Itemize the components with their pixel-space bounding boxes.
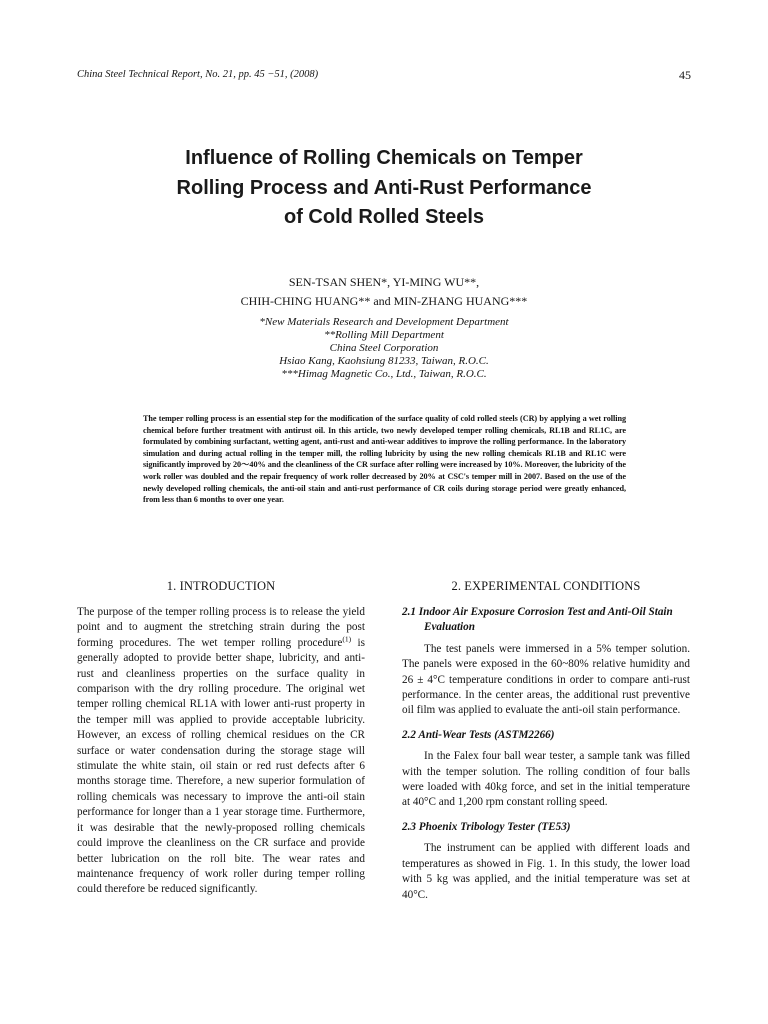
section-heading-experimental: 2. EXPERIMENTAL CONDITIONS bbox=[451, 579, 641, 593]
author-list bbox=[84, 273, 684, 311]
title-line: of Cold Rolled Steels bbox=[283, 206, 485, 228]
subsection-paragraph-2-2: In the Falex four ball wear tester, a sample tank was filled with the temper solution. The rolling condition of four balls were loaded with 40kg force, and set in the initial temperature at 40°C and 1,200 rpm constant rolling speed. bbox=[402, 750, 690, 809]
section-heading-introduction: 1. INTRODUCTION bbox=[166, 579, 276, 593]
right-column bbox=[402, 578, 690, 903]
affiliation-line: **Rolling Mill Department bbox=[324, 329, 444, 341]
affiliation-line: *New Materials Research and Development Department bbox=[259, 316, 509, 328]
subsection-heading-2-1: 2.1 Indoor Air Exposure Corrosion Test and Anti-Oil Stain Evaluation bbox=[402, 606, 673, 634]
affiliation-line: ***Himag Magnetic Co., Ltd., Taiwan, R.O.C. bbox=[281, 368, 487, 380]
author-line: SEN-TSAN SHEN*, YI-MING WU**, bbox=[288, 275, 480, 289]
title-line: Rolling Process and Anti-Rust Performance bbox=[176, 176, 592, 199]
left-column bbox=[77, 578, 365, 898]
abstract: The temper rolling process is an essential step for the modification of the surface quality of cold rolled steels (CR) by applying a wet rolling chemical before further treatment with antirust oil. In this article, two newly developed temper rolling chemicals, RL1B and RL1C, are formulated by combining surfactant, wetting agent, anti-rust and anti-wear additives to improve the rolling performance. In the laboratory simulation and during actual rolling in the temper mill, the rolling lubricity by using the new rolling chemicals RL1B and RL1C were significantly improved by 20〜40% and the cleanliness of the CR surface after rolling were increased by 10%. Moreover, the lubricity of the work roller was doubled and the repair frequency of work roller decreased by 20% at CSC's temper mill in 2007. Based on the use of the newly developed rolling chemicals, the anti-oil stain and anti-rust performance of CR coils during storage period were greatly enhanced, from less than 6 months to over one year. bbox=[143, 414, 626, 505]
subsection-paragraph-2-1: The test panels were immersed in a 5% temper solution. The panels were exposed in the 60~80% relative humidity and 26 ± 4°C temperature conditions in order to compare anti-rust performance. In the center areas, the additional rust preventive oil film was applied to evaluate the anti-oil stain performance. bbox=[402, 642, 690, 717]
reference-marker: (1) bbox=[342, 634, 352, 644]
subsection-heading-2-3: 2.3 Phoenix Tribology Tester (TE53) bbox=[402, 820, 571, 833]
author-line: CHIH-CHING HUANG** and MIN-ZHANG HUANG*** bbox=[240, 294, 528, 308]
intro-text-end: is generally adopted to provide better shape, lubricity, and anti-rust and cleanliness properties on the surface quality in comparison with the dry rolling procedure. The original wet temper rolling chemical RL1A with lower anti-rust property in the temper mill was applied to provide acceptable lubricity. However, an excess of rolling chemical residues on the CR surface or water condensation during the storage stage will stimulate the white stain, oil stain or red rust defects after 6 months storage time. Therefore, a new superior formulation of rolling chemicals was necessary to improve the anti-oil stain performance for longer than a 1 year storage time. Furthermore, it was desirable that the newly-proposed rolling chemicals could improve the cleanliness on the CR surface and provide better lubrication on the roll bite. The wear rates and maintenance frequency of work roller during temper rolling could therefore be reduced significantly. bbox=[77, 636, 366, 896]
journal-citation: China Steel Technical Report, No. 21, pp. 45 −51, (2008) bbox=[77, 69, 319, 80]
title-line: Influence of Rolling Chemicals on Temper bbox=[185, 147, 583, 169]
page-number: 45 bbox=[679, 68, 691, 82]
affiliations bbox=[84, 316, 684, 381]
affiliation-line: Hsiao Kang, Kaohsiung 81233, Taiwan, R.O.C. bbox=[279, 355, 489, 367]
introduction-paragraph bbox=[77, 605, 365, 898]
subsection-heading-2-2: 2.2 Anti-Wear Tests (ASTM2266) bbox=[402, 728, 555, 741]
subsection-paragraph-2-3: The instrument can be applied with different loads and temperatures as showed in Fig. 1. In this study, the lower load with 5 kg was applied, and the initial temperature was set at 40°C. bbox=[402, 842, 690, 901]
affiliation-line: China Steel Corporation bbox=[329, 342, 439, 354]
intro-text-start: The purpose of the temper rolling process is to release the yield point and to augment the stretching strain during the post forming procedures. The wet temper rolling procedure bbox=[77, 606, 365, 649]
paper-title bbox=[84, 144, 684, 233]
